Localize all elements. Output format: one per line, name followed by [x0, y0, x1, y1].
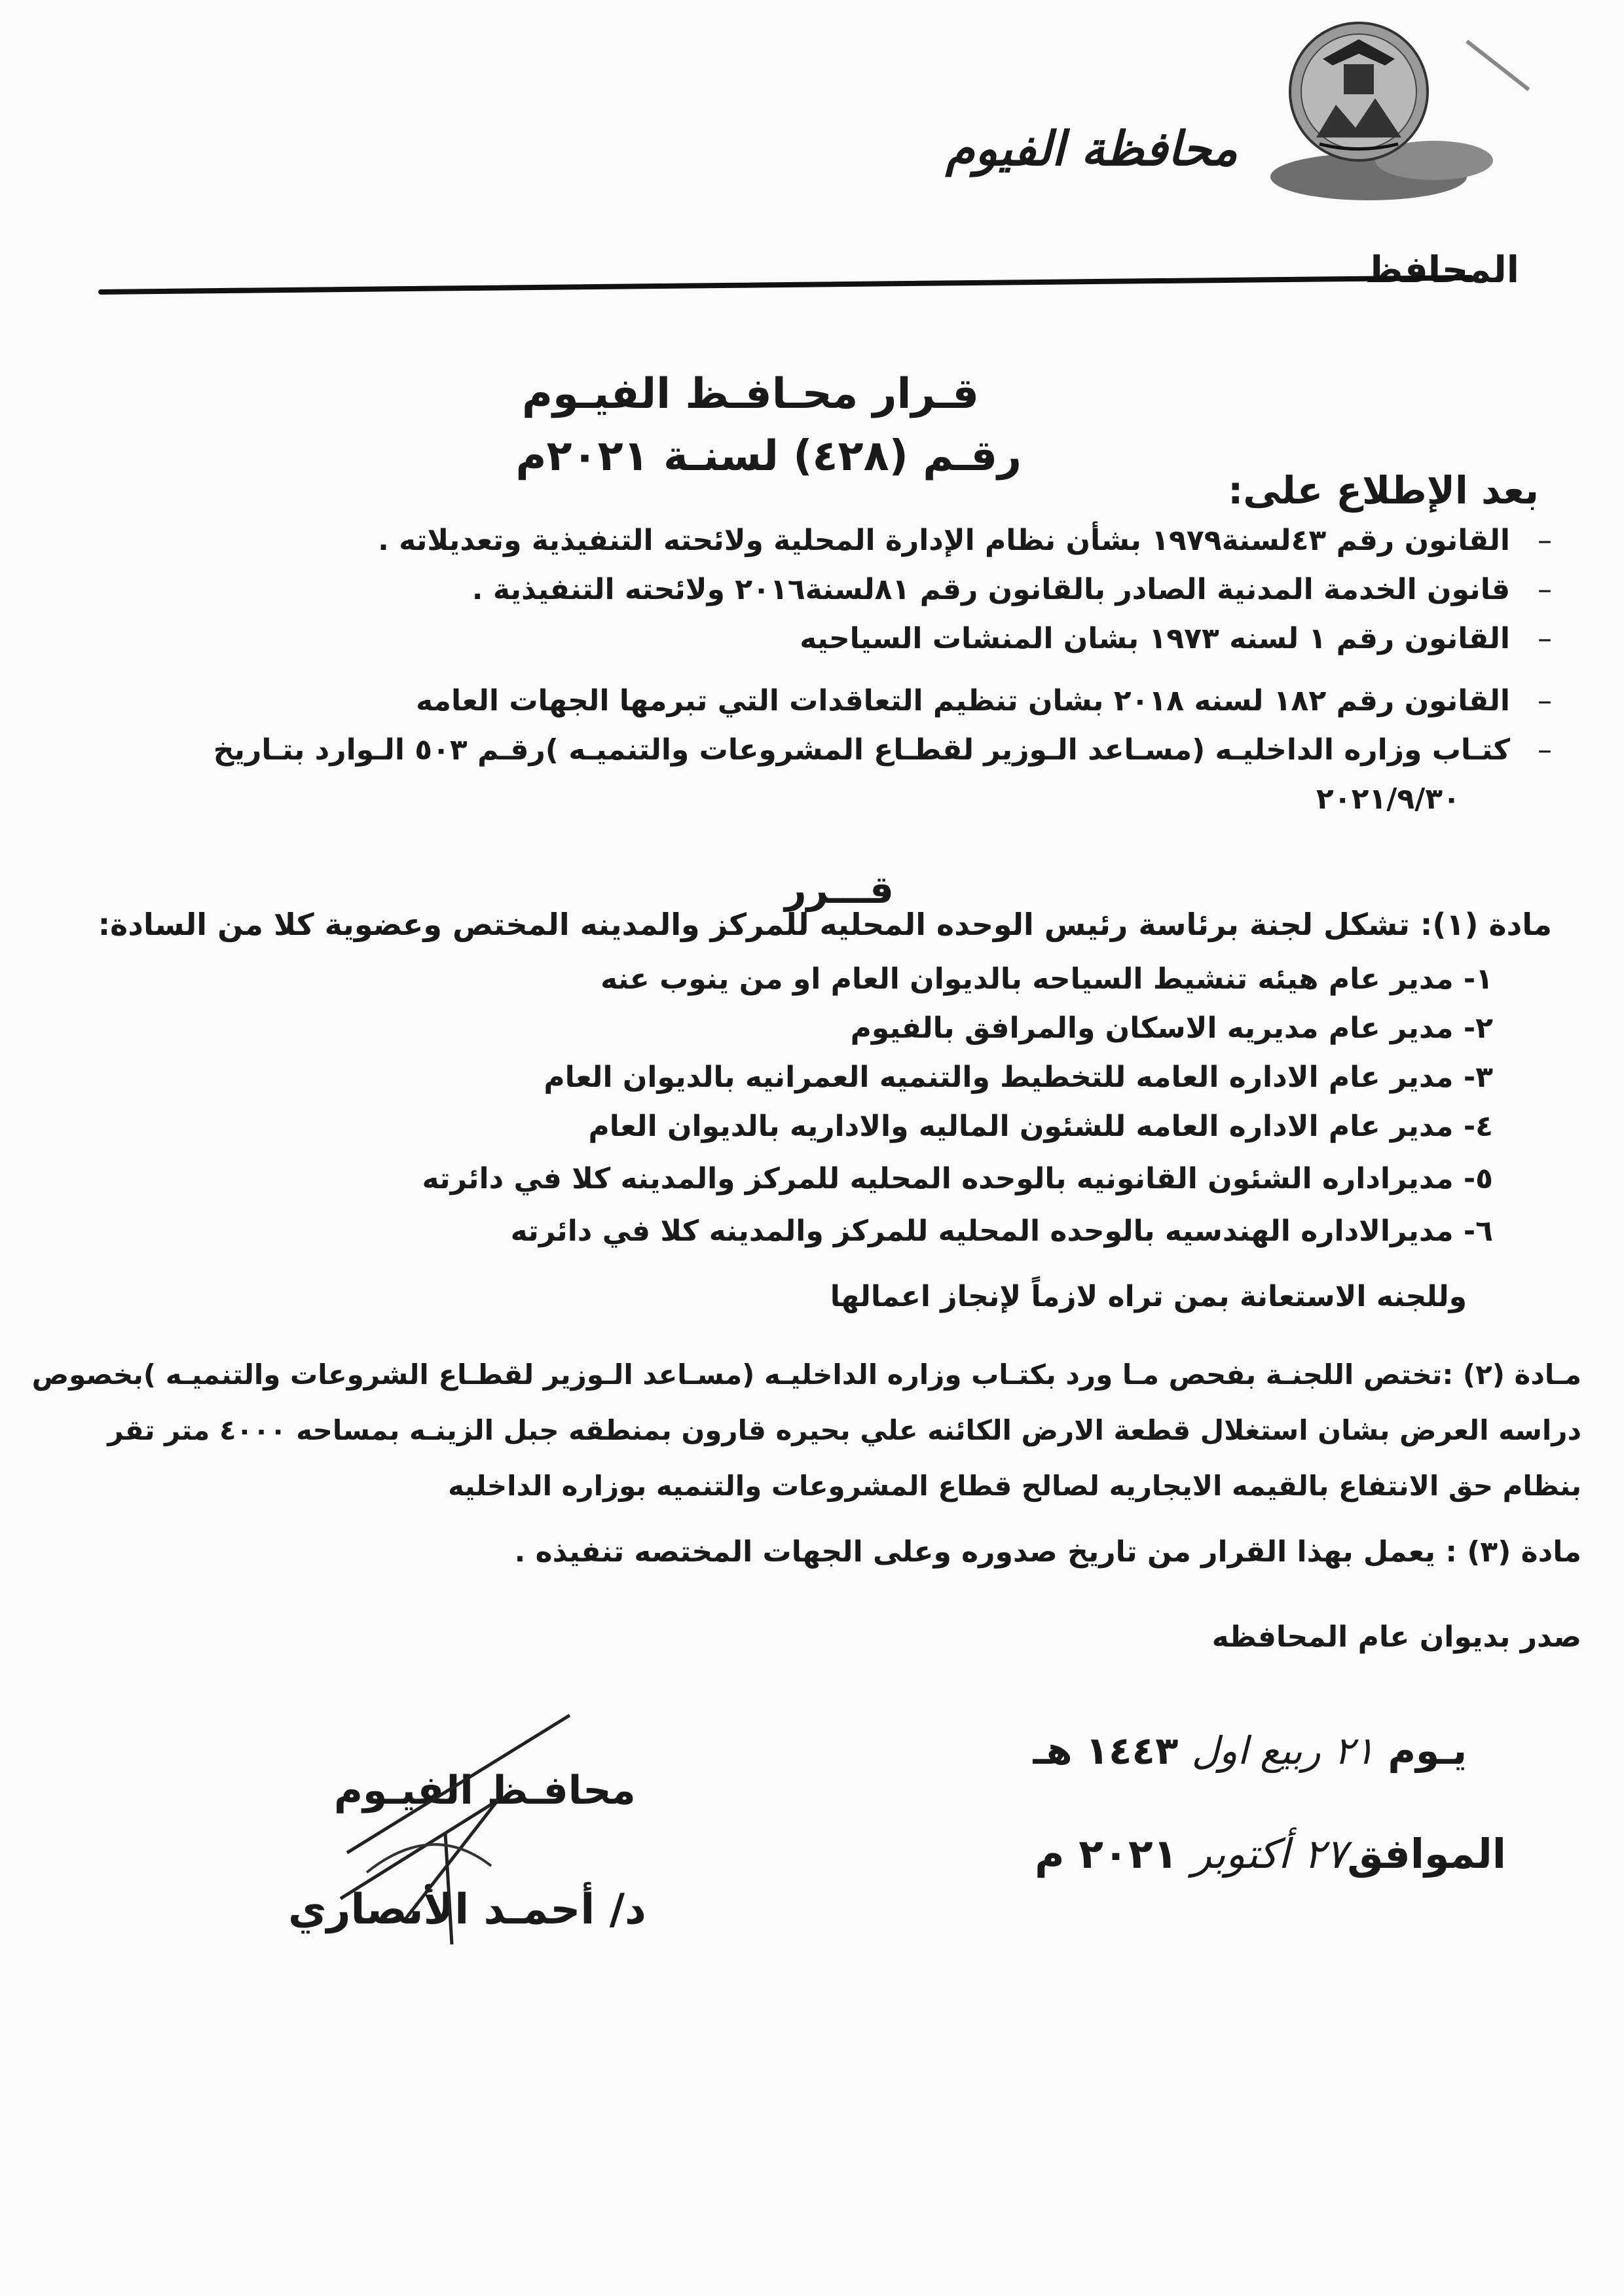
preamble-item: – قانون الخدمة المدنية الصادر بالقانون رقم ٨١لسنة٢٠١٦ ولائحته التنفيذية .	[471, 573, 1552, 606]
decree-title: قـرار محـافـظ الفيـوم	[522, 370, 979, 418]
preamble-item: – كتـاب وزاره الداخليـه (مسـاعد الـوزير لقطـاع المشروعات والتنميـه )رقـم ٥٠٣ الـوارد بتـاريخ	[213, 733, 1552, 767]
preamble-item: – القانون رقم ١٨٢ لسنه ٢٠١٨ بشان تنظيم التعاقدات التي تبرمها الجهات العامه	[416, 684, 1552, 718]
article-2-line: دراسه العرض بشان استغلال قطعة الارض الكائنه علي بحيره قارون بمنطقه جبل الزينـه بمساحه ٤٠٠٠ متر تقر	[107, 1414, 1581, 1446]
article-1-closing: وللجنه الاستعانة بمن تراه لازماً لإنجاز اعمالها	[830, 1280, 1467, 1313]
preamble-intro: بعد الإطلاع على:	[1228, 468, 1539, 513]
member-item: ١- مدير عام هيئه تنشيط السياحه بالديوان العام او من ينوب عنه	[600, 962, 1493, 996]
article-2-line: بنظام حق الانتفاع بالقيمه الايجاريه لصالح قطاع المشروعات والتنميه بوزاره الداخليه	[448, 1470, 1581, 1502]
handwritten-signature-icon	[327, 1702, 589, 1951]
governorate-name: محافظة الفيوم	[946, 121, 1238, 176]
governorate-seal-icon	[1270, 13, 1493, 203]
preamble-item: – القانون رقم ١ لسنه ١٩٧٣ بشان المنشات السياحيه	[800, 622, 1552, 655]
preamble-item-date: ٢٠٢١/٩/٣٠	[1316, 782, 1460, 816]
member-item: ٣- مدير عام الاداره العامه للتخطيط والتنميه العمرانيه بالديوان العام	[544, 1061, 1493, 1094]
office-label: المحافظ	[1365, 249, 1519, 291]
member-item: ٤- مدير عام الاداره العامه للشئون الماليه والاداريه بالديوان العام	[588, 1110, 1493, 1143]
member-item: ٦- مديرالاداره الهندسيه بالوحده المحليه للمركز والمدينه كلا في دائرته	[510, 1214, 1493, 1248]
signatory-name: د/ أحمـد الأنصاري	[288, 1886, 646, 1934]
header-divider	[98, 275, 1473, 295]
member-item: ٥- مديراداره الشئون القانونيه بالوحده المحليه للمركز والمدينه كلا في دائرته	[422, 1162, 1493, 1195]
decree-number: رقـم (٤٢٨) لسنـة ٢٠٢١م	[515, 432, 1022, 481]
article-2-line: مـادة (٢) :تختص اللجنـة بفحص مـا ورد بكتـاب وزاره الداخليـه (مسـاعد الـوزير لقطـاع الشروعات والتنميـه )بخصوص	[31, 1358, 1581, 1391]
decree-heading: قـــرر	[784, 867, 894, 912]
issued-at: صدر بديوان عام المحافظه	[1211, 1620, 1581, 1654]
hijri-date: يـوم ٢١ ربيع اول ١٤٤٣ هـ	[1033, 1728, 1467, 1773]
gregorian-date: الموافق٢٧ أكتوبر ٢٠٢١ م	[1035, 1830, 1506, 1878]
member-item: ٢- مدير عام مديريه الاسكان والمرافق بالفيوم	[850, 1011, 1493, 1045]
preamble-item: – القانون رقم ٤٣لسنة١٩٧٩ بشأن نظام الإدارة المحلية ولائحته التنفيذية وتعديلاته .	[378, 524, 1552, 557]
article-3: مادة (٣) : يعمل بهذا القرار من تاريخ صدوره وعلى الجهات المختصه تنفيذه .	[514, 1535, 1581, 1569]
article-1: مادة (١): تشكل لجنة برئاسة رئيس الوحده المحليه للمركز والمدينه المختص وعضوية كلا من السادة:	[98, 907, 1552, 942]
signatory-title: محافـظ الفيـوم	[334, 1768, 636, 1813]
